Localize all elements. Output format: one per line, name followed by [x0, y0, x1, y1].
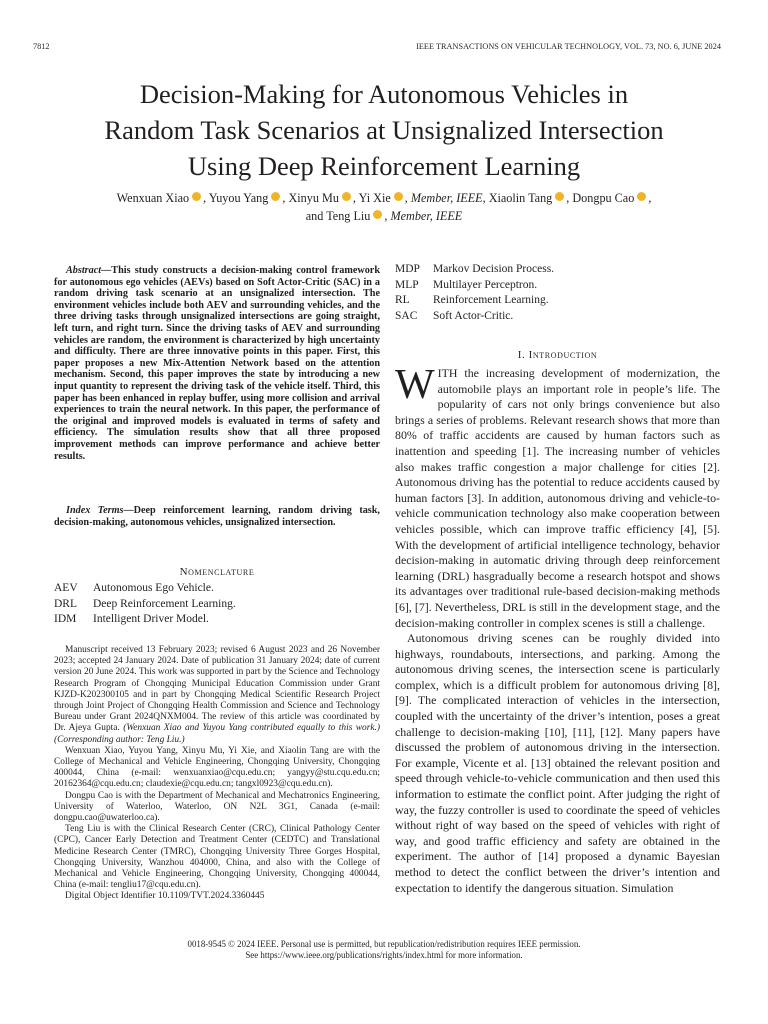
author-name: Dongpu Cao [572, 191, 635, 205]
introduction-heading: I. Introduction [517, 349, 598, 361]
footnote-affiliation: Dongpu Cao is with the Department of Mechanical and Mechatronics Engineering, University of Waterloo, Waterloo, ON N2L 3G1, Canada (e-mail: dongpu.cao@uwaterloo.ca). [54, 790, 380, 824]
author-list-line-2: and Teng Liu , Member, IEEE [305, 209, 463, 223]
index-terms [54, 505, 380, 528]
author-name: Xiaolin Tang [488, 191, 553, 205]
intro-paragraph-2: Autonomous driving scenes can be roughly divided into highways, roundabouts, intersections, and parking. Among the autonomous driving scenes, the intersection scene is particularly complex, which is a difficult problem for autonomous driving [8], [9]. The complicated interaction of vehicles in the intersection, coupled with the uncertainty of the driver’s intention, poses a great challenge to decision-making [10], [11], [12]. Many papers have discussed the problem of autonomous driving in the intersection. For example, Vicente et al. [13] obtained the relevant position and speed through vehicle-to-vehicle communication and then used this information to estimate the conflict point. After judging the right of way, the fuzzy controller is used to coordinate the speed of vehicles without right of way based on the speed of vehicles with right of way, and good traffic efficiency and safety are obtained in the experiment. The author of [14] proposed a dynamic Bayesian method to detect the conflict between the driver’s intention and expectation to identify the dangerous situation. Simulation [395, 631, 720, 895]
orcid-icon[interactable] [192, 192, 201, 201]
doi: Digital Object Identifier 10.1109/TVT.2024.3360445 [65, 891, 265, 902]
author-list-line-1: Wenxuan Xiao , Yuyou Yang , Xinyu Mu , Yi Xie , Member, IEEE, Xiaolin Tang , Dongpu Cao , [116, 191, 652, 205]
orcid-icon[interactable] [555, 192, 564, 201]
copyright-line: 0018-9545 © 2024 IEEE. Personal use is permitted, but republication/redistribution requires IEEE permission. [187, 939, 581, 949]
paper-title-line-2: Random Task Scenarios at Unsignalized Intersection [104, 115, 664, 145]
intro-paragraph-1: WITH the increasing development of modernization, the automobile plays an important role in people’s life. The popularity of cars not only brings convenience but also brings a series of problems. Relevant research shows that more than 80% of traffic accidents are caused by human factors such as inattention and speeding [1]. The increasing number of vehicles also makes traffic congestion a major challenge for cities [2]. Autonomous driving has the potential to reduce accidents caused by human factors [3]. In addition, autonomous driving and vehicle-to-vehicle communication technology also make cooperation between vehicles possible, which can improve traffic efficiency [4], [5]. With the development of artificial intelligence technology, behavior decision-making in automatic driving through deep reinforcement learning (DRL) hasgradually become a research hotspot and shows its advantages over traditional rule-based decision-making methods [6], [7]. Nevertheless, DRL is still in the development stage, and the decision-making controller in complex scenes is still a challenge. [395, 362, 720, 630]
author-name: Yi Xie [358, 191, 391, 205]
nomenclature-list-left [54, 581, 236, 628]
nomenclature-entry: RL Reinforcement Learning. [395, 294, 549, 307]
author-name: Teng Liu [326, 209, 371, 223]
footnote-affiliation: Wenxuan Xiao, Yuyou Yang, Xinyu Mu, Yi Xie, and Xiaolin Tang are with the College of Mechanical and Vehicle Engineering, Chongqing University, Chongqing 400044, China (e-mail: wenxuanxiao@cqu.edu.cn; yangyy@stu.cqu.edu.cn; 20162364@cqu.edu.cn; claudexie@cqu.edu.cn; tangxl0923@cqu.edu.cn). [54, 745, 380, 790]
index-terms-label: Index Terms— [66, 505, 134, 516]
copyright-footer [20, 939, 748, 961]
abstract [54, 265, 380, 462]
orcid-icon[interactable] [637, 192, 646, 201]
nomenclature-entry: MLP Multilayer Perceptron. [395, 278, 538, 291]
nomenclature-heading: Nomenclature [179, 566, 255, 578]
abstract-text: This study constructs a decision-making control framework for autonomous ego vehicles (AEVs) based on Soft Actor-Critic (SAC) in a random driving task scenario at an unsignalized intersection. The environment vehicles include both AEV and surrounding vehicles, and the three driving tasks through unsignalized intersections are going straight, left turn, and right turn. Since the driving tasks of AEV and surrounding vehicles are random, the environment is characterized by high uncertainty and difficulty. There are three innovative points in this paper. First, this paper proposes a new Mix-Attention Network based on the attention mechanism. Second, this paper improves the state by introducing a new input quantity to represent the driving task of the vehicle itself. Third, this paper has been enhanced in replay buffer, using more collision and arrival experiences to train the neural network. In this paper, the performance of the original and improved models is evaluated in terms of safety and efficiency. The simulation results show that all three proposed improvement methods can improve performance and achieve better results. [54, 265, 380, 462]
nomenclature-entry: AEV Autonomous Ego Vehicle. [54, 582, 214, 594]
orcid-icon[interactable] [271, 192, 280, 201]
index-terms-text: Deep reinforcement learning, random driving task, decision-making, autonomous vehicles, unsignalized intersection. [54, 505, 380, 528]
introduction-body [395, 362, 720, 896]
paper-title-line-3: Using Deep Reinforcement Learning [187, 151, 581, 181]
orcid-icon[interactable] [373, 210, 382, 219]
orcid-icon[interactable] [394, 192, 403, 201]
nomenclature-list-right [395, 262, 554, 324]
orcid-icon[interactable] [342, 192, 351, 201]
footnote-affiliation: Teng Liu is with the Clinical Research Center (CRC), Clinical Pathology Center (CPC), Cancer Early Detection and Treatment Center (CEDTC) and Translational Medicine Research Center (TMRC), Chongqing University Three Gorges Hospital, Chongqing University, Wanzhou 404000, China, and also with the College of Mechanical and Vehicle Engineering, Chongqing University, Chongqing 400044, China (e-mail: tengliu17@cqu.edu.cn). [54, 824, 380, 891]
paper-title-line-1: Decision-Making for Autonomous Vehicles in [139, 79, 629, 109]
author-name: Wenxuan Xiao [116, 191, 190, 205]
author-name: Yuyou Yang [208, 191, 269, 205]
abstract-label: Abstract— [66, 265, 112, 276]
member-label: Member, IEEE [410, 191, 483, 205]
drop-cap: W [395, 362, 435, 408]
running-header: IEEE TRANSACTIONS ON VEHICULAR TECHNOLOGY, VOL. 73, NO. 6, JUNE 2024 [416, 42, 721, 51]
nomenclature-entry: SAC Soft Actor-Critic. [395, 309, 514, 322]
rights-link-line[interactable]: See https://www.ieee.org/publications/rights/index.html for more information. [245, 950, 523, 960]
nomenclature-entry: IDM Intelligent Driver Model. [54, 613, 209, 626]
footnotes [54, 645, 380, 903]
footnote-received: Manuscript received 13 February 2023; revised 6 August 2023 and 26 November 2023; accepted 24 January 2024. Date of publication 31 January 2024; date of current version 20 June 2024. This work was supported in part by the Science and Technology Research Program of Chongqing Municipal Education Commission under Grant KJZD-K202300105 and in part by Chongqing Medical Scientific Research Project through Joint Project of Chongqing Health Commission and Science and Technology Bureau under Grant 2024QNXM004. The review of this article was coordinated by Dr. Ajeya Gupta. (Wenxuan Xiao and Yuyou Yang contributed equally to this work.) (Corresponding author: Teng Liu.) [54, 645, 381, 745]
and-word: and [305, 209, 324, 223]
nomenclature-entry: DRL Deep Reinforcement Learning. [54, 597, 236, 610]
member-label: Member, IEEE [390, 209, 463, 223]
nomenclature-entry: MDP Markov Decision Process. [395, 263, 555, 275]
page-number: 7812 [33, 42, 50, 51]
author-name: Xinyu Mu [288, 191, 339, 205]
